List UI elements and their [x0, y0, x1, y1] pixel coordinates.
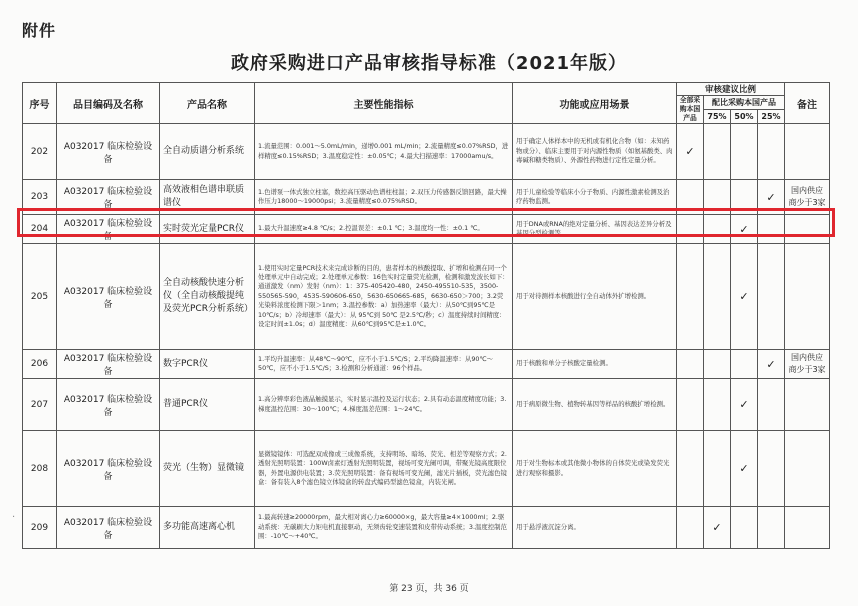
checkmark-all: [677, 379, 704, 431]
checkmark-25: ✓: [758, 180, 785, 215]
row-number: 203: [23, 180, 57, 215]
checkmark-25: [758, 124, 785, 180]
category-code: A032017 临床检验设备: [57, 180, 160, 215]
product-name: 全自动核酸快速分析仪（全自动核酸提纯及荧光PCR分析系统）: [160, 244, 255, 350]
checkmark-75: [704, 350, 731, 379]
checkmark-50: [731, 180, 758, 215]
category-code: A032017 临床检验设备: [57, 431, 160, 507]
checkmark-all: [677, 244, 704, 350]
header-75: 75%: [704, 110, 731, 124]
function-scenario: 用于DNA或RNA的绝对定量分析、基因表达差异分析及基因分型检测等。: [513, 215, 677, 244]
checkmark-50: ✓: [731, 244, 758, 350]
product-name: 实时荧光定量PCR仪: [160, 215, 255, 244]
performance-spec: 显微镜镜体：可选配双成像或三成像系统，支持明场、暗场、荧光、相差等观察方式；2.透射光照明装置：100W卤素灯透射光照明装置，视场可变光阑可调，带聚光镜高度限位器，外置电源供电装置；3.荧光照明装置：备有视场可变光阑，滤光片插板，荧光滤色镜盒：备有装入8个滤色镜立体镜盒的转盘式编码型滤色镜盒，内装光闸。: [255, 431, 513, 507]
checkmark-all: [677, 215, 704, 244]
standards-table: [22, 82, 830, 549]
note-cell: 国内供应商少于3家: [785, 350, 830, 379]
row-number: 204: [23, 215, 57, 244]
performance-spec: 1.使用实时定量PCR技术来完成诊断的目的，患者样本的核酸提取、扩增和检测在同一个处理单元中自动完成；2.处理单元参数：16色实时定量荧光检测，检测和激发波长如下：通道激发（nm）发射（nm）：1：375-405420-480，2450-495510-535，3500-550565-590，4535-590606-650，5630-650665-685，6630-650＞700；3.2荧光染料浓度检测下限＞1nm；3.温控参数：a）加热速率（最大）：从50℃到95℃是10℃/s；b）冷却速率（最大）：从 95℃到 50℃ 是2.5℃/秒；c）温度持续时间精度：设定时间±1.0s；d）温度精度：从60℃到95℃是±1.0℃。: [255, 244, 513, 350]
header-no: 序号: [23, 83, 57, 124]
note-cell: [785, 215, 830, 244]
checkmark-25: [758, 431, 785, 507]
checkmark-50: [731, 124, 758, 180]
table-row: [23, 215, 830, 244]
checkmark-75: [704, 431, 731, 507]
table-row: [23, 379, 830, 431]
function-scenario: 用于对生物标本或其他微小物体的自体荧光或染发荧光进行观察和摄影。: [513, 431, 677, 507]
product-name: 荧光（生物）显微镜: [160, 431, 255, 507]
function-scenario: 用于确定人体样本中的无机或有机化合物（如：未知药物或分）、临床主要用于对内源性物质（如氨基酸类、肉毒碱和糖类物质）、外源性药物进行定性定量分析。: [513, 124, 677, 180]
product-name: 数字PCR仪: [160, 350, 255, 379]
checkmark-all: [677, 180, 704, 215]
table-row: [23, 431, 830, 507]
page-footer: 第 23 页，共 36 页: [389, 584, 469, 594]
performance-spec: 1.色谱泵一体式独立柱塞，数控高压驱动色谱柱柱温；2.双压力传感器反馈回路，最大操作压力18000～19000psi；3.流量精度≤0.075%RSD。: [255, 180, 513, 215]
header-note: 备注: [785, 83, 830, 124]
product-name: 高效液相色谱串联质谱仪: [160, 180, 255, 215]
checkmark-50: ✓: [731, 215, 758, 244]
checkmark-50: [731, 350, 758, 379]
function-scenario: 用于核酸和单分子核酸定量检测。: [513, 350, 677, 379]
checkmark-25: ✓: [758, 350, 785, 379]
category-code: A032017 临床检验设备: [57, 507, 160, 549]
row-number: 208: [23, 431, 57, 507]
table-row: [23, 124, 830, 180]
document-title: 政府采购进口产品审核指导标准（2021年版）: [230, 53, 628, 74]
checkmark-75: [704, 180, 731, 215]
product-name: 多功能高速离心机: [160, 507, 255, 549]
note-cell: [785, 244, 830, 350]
header-ratio: 审核建议比例: [677, 83, 785, 96]
checkmark-25: [758, 507, 785, 549]
row-number: 205: [23, 244, 57, 350]
category-code: A032017 临床检验设备: [57, 215, 160, 244]
note-cell: [785, 507, 830, 549]
row-number: 206: [23, 350, 57, 379]
checkmark-75: [704, 379, 731, 431]
category-code: A032017 临床检验设备: [57, 244, 160, 350]
table-row: [23, 244, 830, 350]
table-row: [23, 180, 830, 215]
checkmark-25: [758, 244, 785, 350]
product-name: 普通PCR仪: [160, 379, 255, 431]
checkmark-all: [677, 507, 704, 549]
checkmark-50: ✓: [731, 379, 758, 431]
performance-spec: 1.最大升温速度≥4.8 ℃/s；2.控温误差：±0.1 ℃；3.温度均一性：±0.1 ℃。: [255, 215, 513, 244]
note-cell: [785, 431, 830, 507]
function-scenario: 用于对待测样本核酸进行全自动体外扩增检测。: [513, 244, 677, 350]
header-function: 功能或应用场景: [513, 83, 677, 124]
checkmark-all: [677, 350, 704, 379]
checkmark-75: [704, 215, 731, 244]
header-product-name: 产品名称: [160, 83, 255, 124]
performance-spec: 1.平均升温速率：从48℃～90℃，应不小于1.5℃/S；2.平均降温速率：从90℃～50℃，应不小于1.5℃/S；3.检测和分析通道：96个样品。: [255, 350, 513, 379]
row-number: 209: [23, 507, 57, 549]
checkmark-all: ✓: [677, 124, 704, 180]
checkmark-50: [731, 507, 758, 549]
header-25: 25%: [758, 110, 785, 124]
table-row: [23, 350, 830, 379]
header-partial-domestic: 配比采购本国产品: [704, 96, 785, 110]
table-row: [23, 507, 830, 549]
category-code: A032017 临床检验设备: [57, 379, 160, 431]
function-scenario: 用于儿童检验等临床小分子物质、内源性激素检测及治疗药物监测。: [513, 180, 677, 215]
row-number: 207: [23, 379, 57, 431]
header-50: 50%: [731, 110, 758, 124]
row-number: 202: [23, 124, 57, 180]
function-scenario: 用于悬浮液沉淀分离。: [513, 507, 677, 549]
checkmark-25: [758, 215, 785, 244]
category-code: A032017 临床检验设备: [57, 124, 160, 180]
checkmark-all: [677, 431, 704, 507]
product-name: 全自动质谱分析系统: [160, 124, 255, 180]
checkmark-75: [704, 124, 731, 180]
function-scenario: 用于病原微生物、植物转基因等样品的核酸扩增检测。: [513, 379, 677, 431]
header-performance: 主要性能指标: [255, 83, 513, 124]
performance-spec: 1.流量范围：0.001～5.0mL/min，递增0.001 mL/min；2.流量精度≤0.07%RSD，进样精度≤0.15%RSD；3.温度稳定性：±0.05℃；4.最大扫描速率：17000amu/s。: [255, 124, 513, 180]
checkmark-25: [758, 379, 785, 431]
note-cell: [785, 124, 830, 180]
attachment-label: 附件: [22, 21, 57, 40]
header-all-domestic: 全部采购本国产品: [677, 96, 704, 124]
performance-spec: 1.最高转速≥20000rpm，最大相对离心力≥60000×g，最大容量≥4×1000ml；2.驱动系统：无碳刷大力矩电机直接驱动，无须齿轮变速装置和皮带传动系统；3.温度控制范围：-10℃～+40℃。: [255, 507, 513, 549]
note-cell: 国内供应商少于3家: [785, 180, 830, 215]
binding-mark: ·: [12, 512, 16, 523]
checkmark-75: [704, 244, 731, 350]
header-code: 品目编码及名称: [57, 83, 160, 124]
checkmark-50: ✓: [731, 431, 758, 507]
checkmark-75: ✓: [704, 507, 731, 549]
note-cell: [785, 379, 830, 431]
performance-spec: 1.高分辨率彩色液晶触摸显示，实时显示温控及运行状态；2.具有动态温度精度功能；3.梯度温控范围：30～100℃；4.梯度温差范围：1～24℃。: [255, 379, 513, 431]
category-code: A032017 临床检验设备: [57, 350, 160, 379]
